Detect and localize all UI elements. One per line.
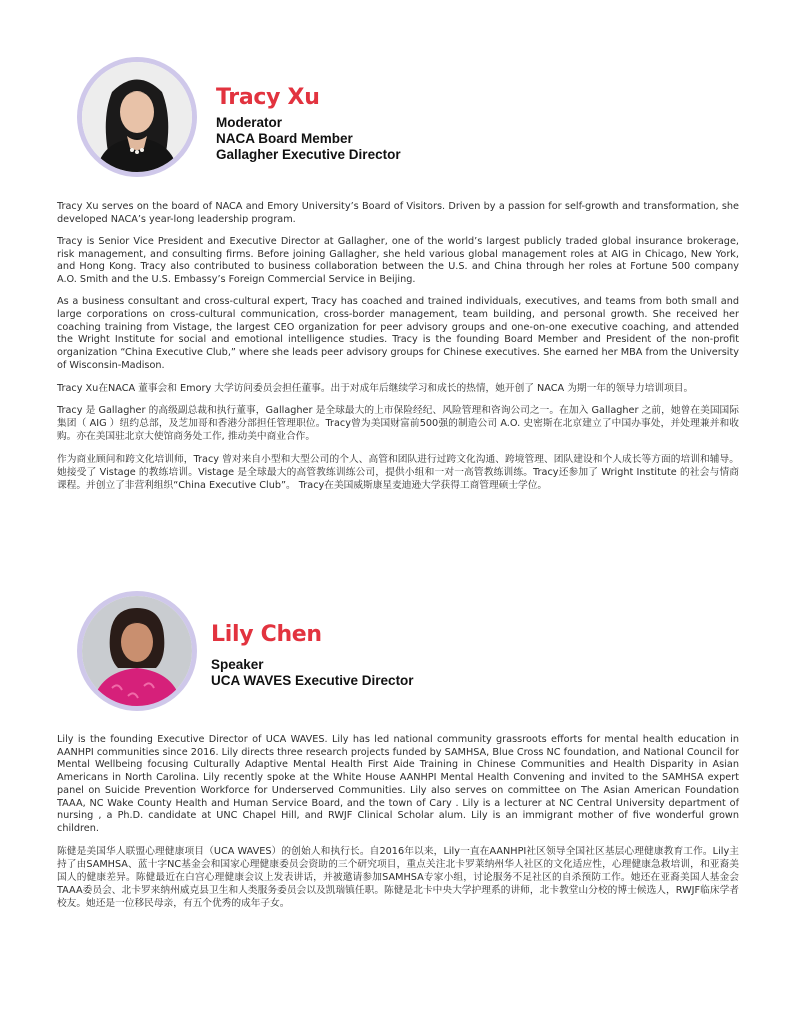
speaker-name: Lily Chen xyxy=(211,622,322,647)
tracy-xu-portrait-image xyxy=(82,62,192,172)
bio-paragraph: Tracy is Senior Vice President and Executive Director at Gallagher, one of the world’s largest publicly traded global insurance brokerage, risk management, and consulting firms. Before joining Gallagher, she held various global management roles at AIG in Chicago, New York, and Hong Kong. Tracy also contributed to business collaboration between the U.S. and China through her roles at Fortune 500 company A.O. Smith and the U.S. Embassy’s Foreign Commercial Service in Beijing. xyxy=(57,235,739,286)
speaker-roles xyxy=(211,657,414,689)
role-line: Gallagher Executive Director xyxy=(216,147,401,162)
bio-paragraph: Tracy 是 Gallagher 的高级副总裁和执行董事，Gallagher 是全球最大的上市保险经纪、风险管理和咨询公司之一。在加入 Gallagher 之前，她曾在美国国际集团（ AIG ）纽约总部，及芝加哥和香港分部担任管理职位。Tracy曾为美国财富前500强的制造公司 A.O. 史密斯在北京建立了中国办事处，并处理兼并和收购。亦在美国驻北京大使馆商务处工作, 推动美中商业合作。 xyxy=(57,405,739,443)
lily-chen-photo xyxy=(77,591,197,711)
bio-paragraph: Lily is the founding Executive Director of UCA WAVES. Lily has led national community grassroots efforts for mental health education in AANHPI communities since 2016. Lily directs three research projects funded by SAMHSA, Blue Cross NC foundation, and National Council for Mental Wellbeing focusing Culturally Adaptive Mental Health First Aide Training in Chinese Communities and Health Disparity in Asian Americans in North Carolina. Lily recently spoke at the White House AANHPI Mental Health Convening and invited to the SAMHSA expert panel on Suicide Prevention Workforce for Underserved Communities. Lily also serves on committee on The Asian American Foundation TAAA, NC Wake County Health and Human Service Board, and the town of Cary . Lily is a lecturer at NC Central University department of nursing , a Ph.D. candidate at UNC Chapel Hill, and RWJF Clinical Scholar alum. Lily is an immigrant mother of five wonderful grown children. xyxy=(57,734,739,834)
role-line: Moderator xyxy=(216,115,283,130)
role-line: Speaker xyxy=(211,657,264,672)
speaker-bio xyxy=(57,201,739,501)
role-line: NACA Board Member xyxy=(216,131,353,146)
bio-paragraph: 陈健是美国华人联盟心理健康项目（UCA WAVES）的创始人和执行长。自2016年以来，Lily一直在AANHPI社区领导全国社区基层心理健康教育工作。Lily主持了由SAMHSA、蓝十字NC基金会和国家心理健康委员会资助的三个研究项目，重点关注北卡罗莱纳州华人社区的文化适应性，心理健康急救培训，和亚裔美国人的健康差异。陈健最近在白宫心理健康会议上发表讲话，并被邀请参加SAMHSA专家小组，讨论服务不足社区的自杀预防工作。她还在亚裔美国人基金会TAAA委员会、北卡罗来纳州威克县卫生和人类服务委员会以及凯瑞镇任职。陈健是北卡中央大学护理系的讲师，北卡教堂山分校的博士候选人，RWJF临床学者校友。她还是一位移民母亲，有五个优秀的成年子女。 xyxy=(57,846,739,910)
bio-paragraph: 作为商业顾问和跨文化培训师，Tracy 曾对来自小型和大型公司的个人、高管和团队进行过跨文化沟通、跨境管理、团队建设和个人成长等方面的培训和辅导。她接受了 Vistage 的教练培训。Vistage 是全球最大的高管教练训练公司，提供小组和一对一高管教练训练。Tracy还参加了 Wright Institute 的社会与情商课程。并创立了非营利组织“China Executive Club”。 Tracy在美国威斯康星麦迪逊大学获得工商管理硕士学位。 xyxy=(57,453,739,491)
bio-paragraph: Tracy Xu serves on the board of NACA and Emory University’s Board of Visitors. Driven by a passion for self-growth and transformation, she developed NACA’s year-long leadership program. xyxy=(57,201,739,225)
speaker-roles xyxy=(216,115,401,163)
bio-paragraph: As a business consultant and cross-cultural expert, Tracy has coached and trained individuals, executives, and teams from both small and large corporations on cross-cultural communication, cross-border management, team building, and personal growth. She received her coaching training from Vistage, the largest CEO organization for peer advisory groups and one-on-one executive coaching, and attended the Wright Institute for social and emotional intelligence studies. Tracy is the founding Board Member and President of the non-profit organization “China Executive Club,” where she leads peer advisory groups for Chinese executives. She earned her MBA from the University of Wisconsin-Madison. xyxy=(57,296,739,371)
speaker-bio xyxy=(57,734,739,920)
lily-chen-portrait-image xyxy=(82,596,192,706)
speaker-name: Tracy Xu xyxy=(216,85,320,110)
bio-paragraph: Tracy Xu在NACA 董事会和 Emory 大学访问委员会担任董事。出于对成年后继续学习和成长的热情，她开创了 NACA 为期一年的领导力培训项目。 xyxy=(57,382,694,394)
tracy-xu-photo xyxy=(77,57,197,177)
role-line: UCA WAVES Executive Director xyxy=(211,673,414,688)
